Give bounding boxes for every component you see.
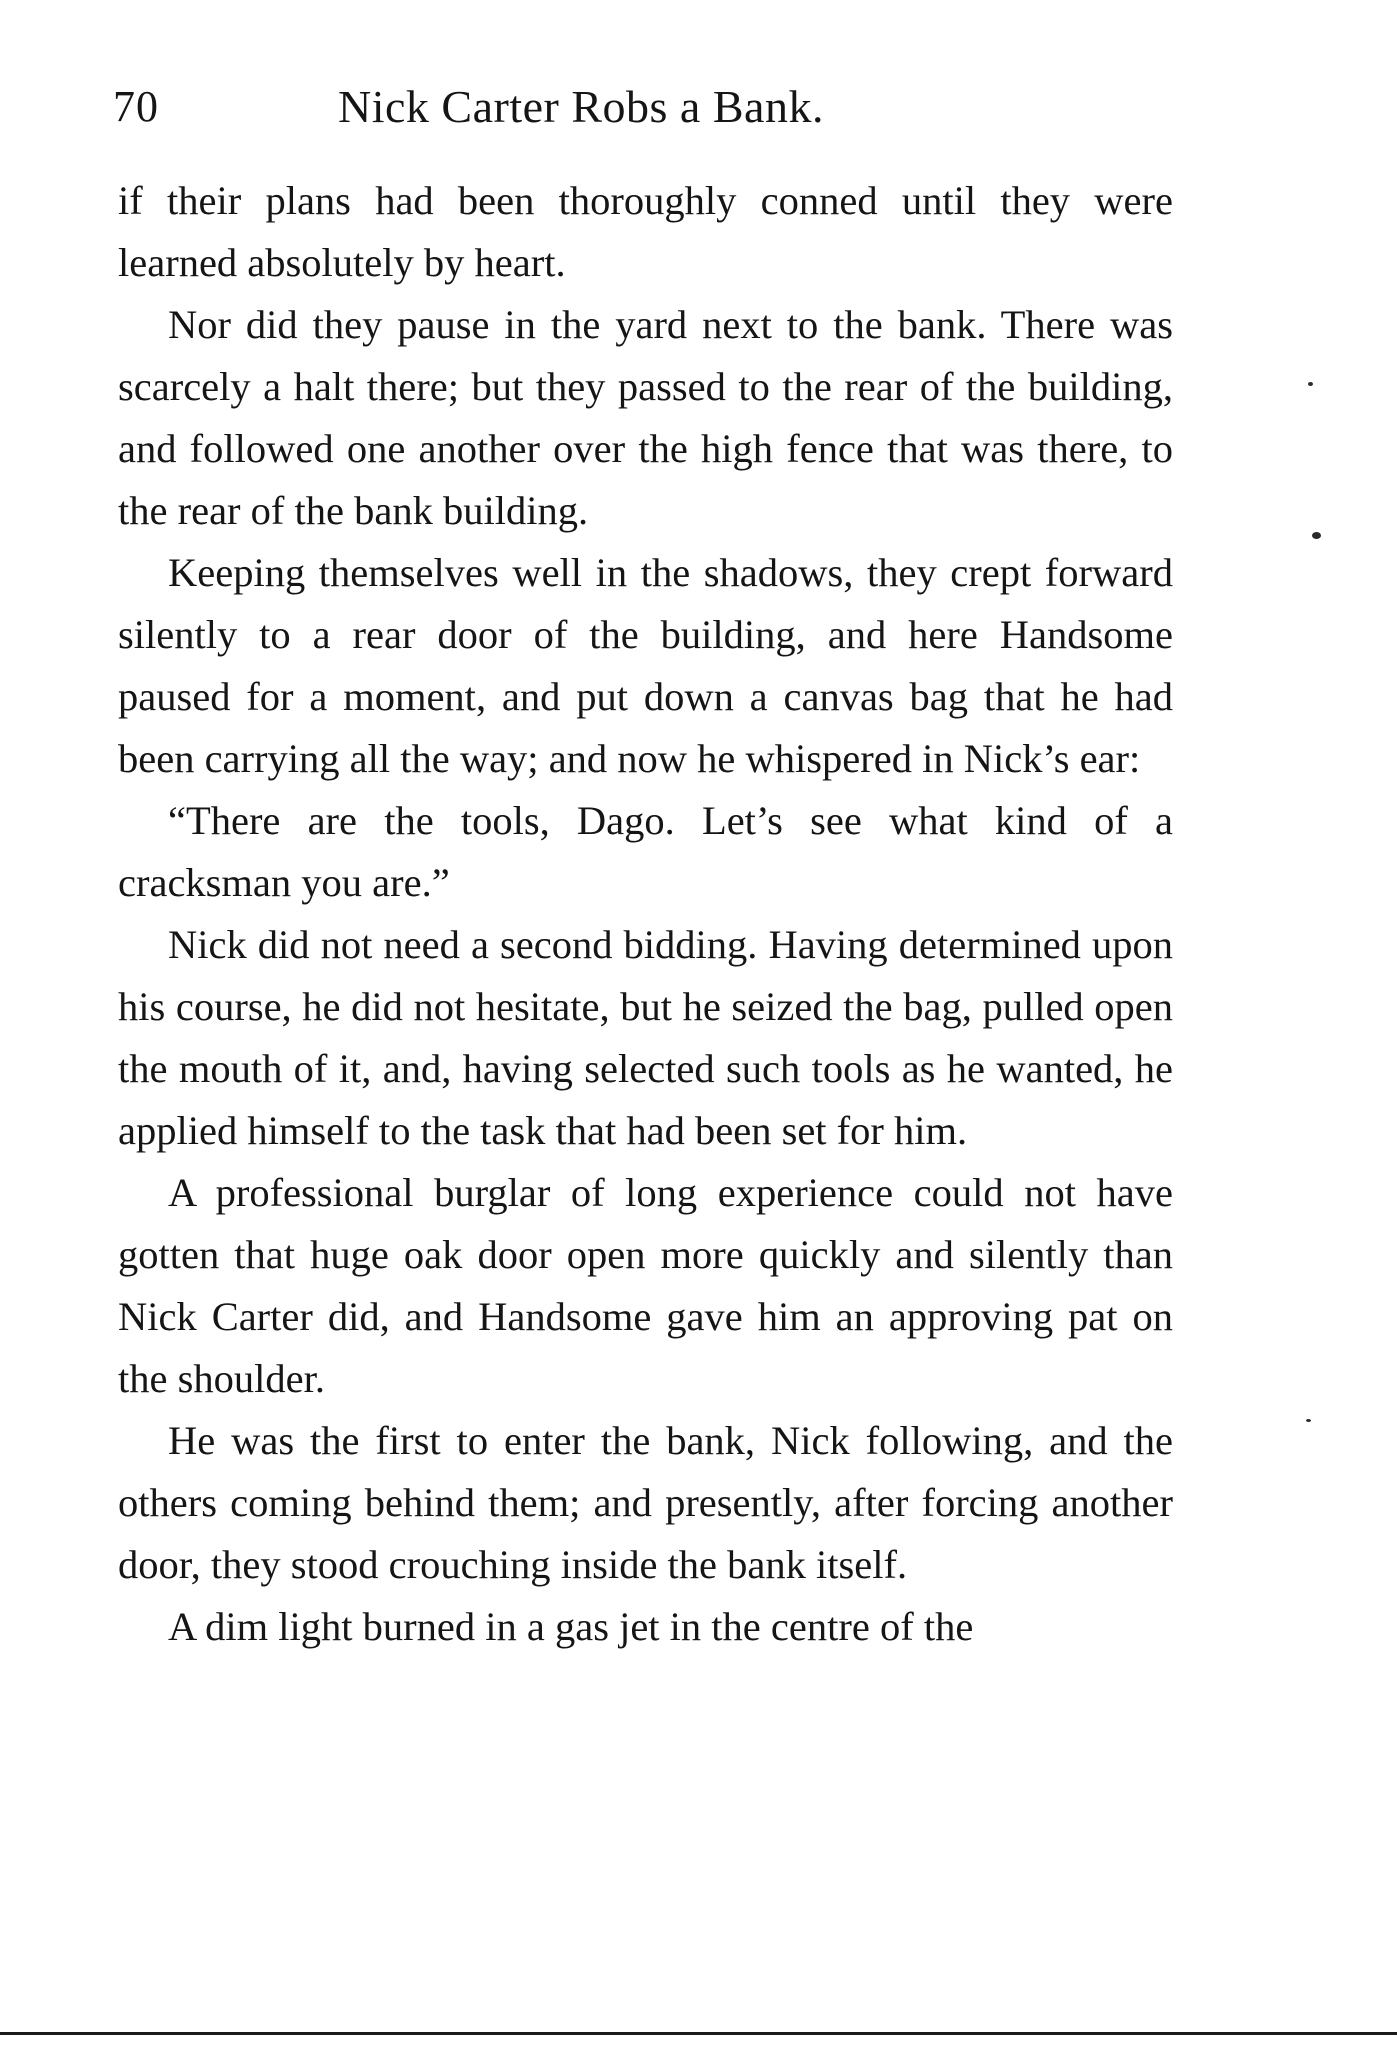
paragraph: Keeping themselves well in the shadows, they crept forward silently to a rear door of the building, and here Handsome paused for a moment, and put down a canvas bag that he had been carrying all the way; and now he whispered in Nick’s ear:: [118, 550, 1173, 781]
body-text: [118, 170, 1173, 1658]
scan-speck: [1312, 532, 1321, 539]
paragraph: Nor did they pause in the yard next to the bank. There was scarcely a halt there; but they passed to the rear of the building, and followed one another over the high fence that was there, to the rear of the bank building.: [118, 302, 1173, 533]
paragraph-dialogue: “There are the tools, Dago. Let’s see what kind of a cracksman you are.”: [118, 798, 1173, 905]
paragraph: Nick did not need a second bidding. Having determined upon his course, he did not hesitate, but he seized the bag, pulled open the mouth of it, and, having selected such tools as he wanted, he applied himself to the task that had been set for him.: [118, 922, 1173, 1153]
paragraph-continues: A dim light burned in a gas jet in the centre of the: [168, 1604, 974, 1649]
paragraph: A professional burglar of long experience could not have gotten that huge oak door open more quickly and silently than Nick Carter did, and Handsome gave him an approving pat on the shoulder.: [118, 1170, 1173, 1401]
paragraph-continuation: if their plans had been thoroughly conned until they were learned absolutely by heart.: [118, 178, 1173, 285]
paragraph: He was the first to enter the bank, Nick following, and the others coming behind them; and presently, after forcing another door, they stood crouching inside the bank itself.: [118, 1418, 1173, 1587]
bottom-rule: [0, 2032, 1397, 2035]
scan-speck: [1308, 382, 1313, 386]
page-number: 70: [113, 82, 159, 131]
running-title: Nick Carter Robs a Bank.: [338, 81, 824, 132]
running-header: [113, 72, 1178, 142]
scan-speck: [1306, 1419, 1311, 1422]
